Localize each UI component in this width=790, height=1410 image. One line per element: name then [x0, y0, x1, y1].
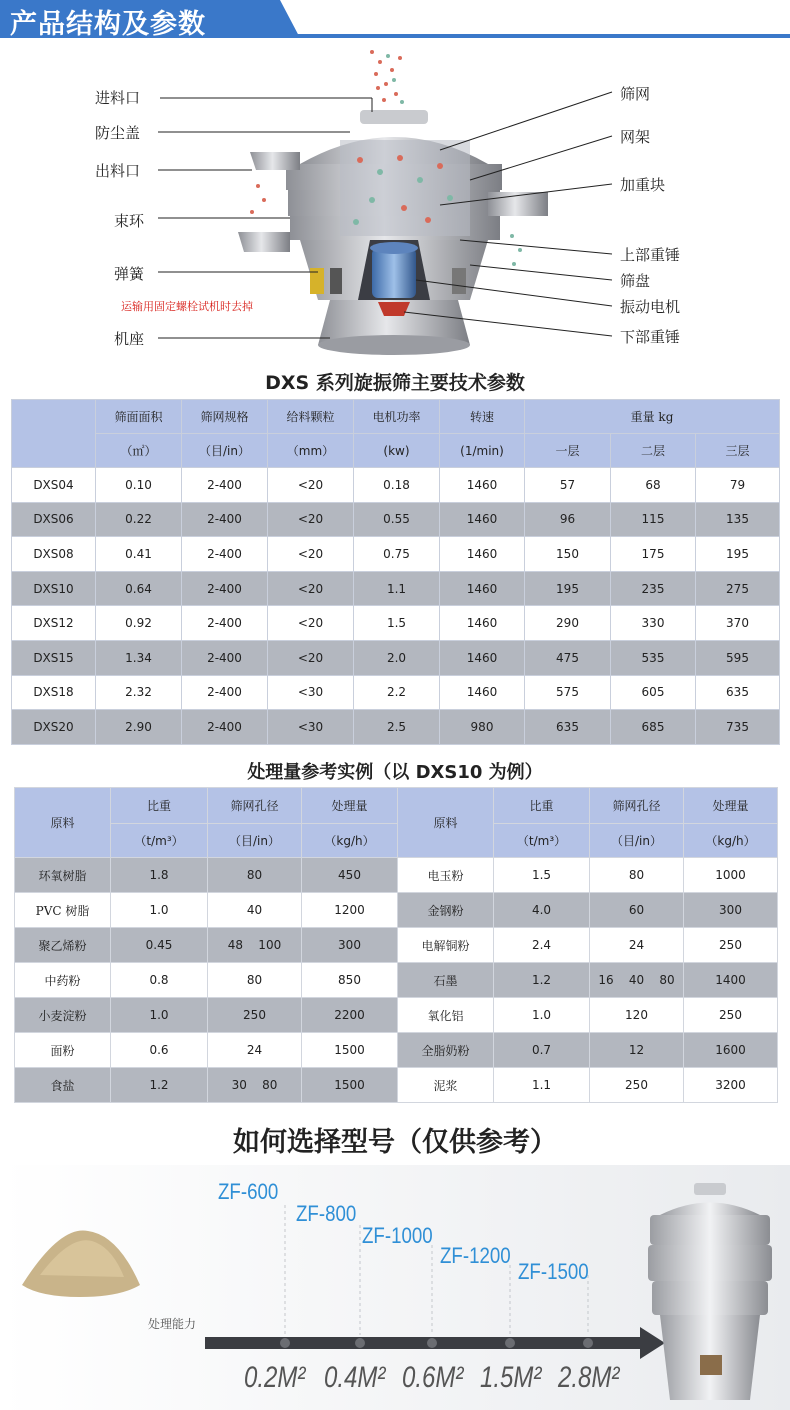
capacity-cell: 1.2: [111, 1068, 208, 1103]
capacity-material-cell: 面粉: [15, 1033, 111, 1068]
capacity-cell: 1.0: [494, 998, 590, 1033]
spec-cell: 235: [611, 571, 696, 606]
capacity-row: [15, 1033, 778, 1068]
capacity-material-cell: 小麦淀粉: [15, 998, 111, 1033]
capacity-material-cell: 金钢粉: [398, 893, 494, 928]
capacity-material-cell: 电玉粉: [398, 858, 494, 893]
capacity-cell: 1.5: [494, 858, 590, 893]
header-banner: [0, 0, 790, 38]
spec-cell: 1460: [440, 468, 525, 503]
spec-cell: 605: [611, 675, 696, 710]
spec-cell: 2-400: [182, 571, 268, 606]
spec-cell: 275: [696, 571, 780, 606]
spec-cell: 0.55: [354, 502, 440, 537]
capacity-cell: 1200: [302, 893, 398, 928]
spec-cell: 635: [525, 710, 611, 745]
capacity-material-cell: 聚乙烯粉: [15, 928, 111, 963]
label-lower-hammer: 下部重锤: [620, 328, 681, 346]
spec-cell: 2.2: [354, 675, 440, 710]
capacity-cell: 24: [590, 928, 684, 963]
spec-cell: 2-400: [182, 675, 268, 710]
spec-cell: 980: [440, 710, 525, 745]
capacity-cell: 1.2: [494, 963, 590, 998]
spec-unit: (1/min): [440, 434, 525, 468]
spec-unit: （mm）: [268, 434, 354, 468]
capacity-cell: 0.45: [111, 928, 208, 963]
capacity-cell: 1500: [302, 1033, 398, 1068]
label-base: 机座: [114, 330, 145, 348]
area-value: 0.4M²: [324, 1361, 386, 1394]
spec-cell: 0.10: [96, 468, 182, 503]
capacity-header-density: 比重: [111, 788, 208, 824]
capacity-cell: 1400: [684, 963, 778, 998]
capacity-header-throughput: 处理量: [684, 788, 778, 824]
spec-cell: 1460: [440, 537, 525, 572]
spec-cell: <20: [268, 537, 354, 572]
label-vibration-motor: 振动电机: [620, 298, 681, 316]
spec-unit: （㎡）: [96, 434, 182, 468]
spec-cell: 79: [696, 468, 780, 503]
capacity-cell: 120: [590, 998, 684, 1033]
capacity-material-cell: 石墨: [398, 963, 494, 998]
spec-row: [12, 502, 780, 537]
spec-cell: <20: [268, 502, 354, 537]
spec-cell: 2.5: [354, 710, 440, 745]
capacity-cell: 3200: [684, 1068, 778, 1103]
spec-header-corner: [12, 400, 96, 468]
spec-row: [12, 468, 780, 503]
spec-header-weight: 重量 kg: [525, 400, 780, 434]
spec-cell: 2.0: [354, 640, 440, 675]
inlet-particles: [370, 50, 402, 102]
spec-unit: 三层: [696, 434, 780, 468]
capacity-material-cell: 环氧树脂: [15, 858, 111, 893]
spec-model-cell: DXS10: [12, 571, 96, 606]
spec-cell: 330: [611, 606, 696, 641]
spec-cell: 1460: [440, 675, 525, 710]
model-zf-600: ZF-600: [218, 1179, 279, 1204]
capacity-cell: 300: [302, 928, 398, 963]
spec-cell: 575: [525, 675, 611, 710]
spec-cell: 2-400: [182, 640, 268, 675]
capacity-cell: 1500: [302, 1068, 398, 1103]
capacity-cell: 0.7: [494, 1033, 590, 1068]
spec-cell: 57: [525, 468, 611, 503]
spec-header-feed: 给料颗粒: [268, 400, 354, 434]
capacity-material-cell: 电解铜粉: [398, 928, 494, 963]
spec-cell: 0.41: [96, 537, 182, 572]
spec-cell: 1.1: [354, 571, 440, 606]
label-inlet: 进料口: [95, 89, 141, 107]
capacity-header-throughput: 处理量: [302, 788, 398, 824]
capacity-unit: （t/m³）: [111, 824, 208, 858]
model-zf-1500: ZF-1500: [518, 1259, 589, 1284]
model-select-title: 如何选择型号（仅供参考）: [233, 1127, 557, 1158]
spec-cell: 595: [696, 640, 780, 675]
capacity-unit: （kg/h）: [684, 824, 778, 858]
capacity-axis-label: 处理能力: [148, 1317, 197, 1331]
label-transport-note: 运输用固定螺栓试机时去掉: [121, 300, 253, 313]
capacity-cell: 80: [590, 858, 684, 893]
capacity-header-mesh: 筛网孔径: [208, 788, 302, 824]
label-weight-block: 加重块: [620, 176, 666, 194]
model-zf-1200: ZF-1200: [440, 1243, 511, 1268]
capacity-header-material: 原料: [15, 788, 111, 858]
capacity-row: [15, 928, 778, 963]
spec-cell: 115: [611, 502, 696, 537]
label-clamp-ring: 束环: [114, 212, 145, 230]
capacity-units-row: [15, 824, 778, 858]
capacity-row: [15, 1068, 778, 1103]
spec-cell: <30: [268, 710, 354, 745]
capacity-cell: 250: [208, 998, 302, 1033]
spec-cell: 0.18: [354, 468, 440, 503]
capacity-cell: 250: [684, 928, 778, 963]
spec-cell: <20: [268, 468, 354, 503]
capacity-row: [15, 893, 778, 928]
spec-model-cell: DXS15: [12, 640, 96, 675]
page-title: 产品结构及参数: [10, 9, 206, 40]
spec-header-mesh: 筛网规格: [182, 400, 268, 434]
spec-row: [12, 606, 780, 641]
capacity-cell: 1.0: [111, 893, 208, 928]
label-spring: 弹簧: [114, 265, 145, 283]
spec-model-cell: DXS04: [12, 468, 96, 503]
spec-cell: <20: [268, 640, 354, 675]
spec-cell: 0.22: [96, 502, 182, 537]
spec-cell: <30: [268, 675, 354, 710]
capacity-row: [15, 998, 778, 1033]
capacity-unit: （目/in）: [208, 824, 302, 858]
spec-header-area: 筛面面积: [96, 400, 182, 434]
spec-cell: 135: [696, 502, 780, 537]
capacity-cell: 250: [590, 1068, 684, 1103]
capacity-cell: 1.0: [111, 998, 208, 1033]
capacity-material-cell: 泥浆: [398, 1068, 494, 1103]
spec-cell: 1460: [440, 571, 525, 606]
capacity-cell: 2.4: [494, 928, 590, 963]
spec-cell: 0.75: [354, 537, 440, 572]
spec-cell: 2-400: [182, 710, 268, 745]
spec-cell: 2-400: [182, 502, 268, 537]
capacity-unit: （kg/h）: [302, 824, 398, 858]
spec-cell: 2-400: [182, 606, 268, 641]
spec-model-cell: DXS06: [12, 502, 96, 537]
spec-header-speed: 转速: [440, 400, 525, 434]
capacity-cell: 12: [590, 1033, 684, 1068]
capacity-cell: 30 80: [208, 1068, 302, 1103]
spec-cell: 195: [696, 537, 780, 572]
capacity-cell: 850: [302, 963, 398, 998]
capacity-header-row: [15, 788, 778, 824]
capacity-cell: 16 40 80: [590, 963, 684, 998]
spec-cell: 150: [525, 537, 611, 572]
spec-row: [12, 710, 780, 745]
capacity-cell: 80: [208, 963, 302, 998]
model-select-illustration: [0, 1165, 790, 1410]
capacity-cell: 48 100: [208, 928, 302, 963]
capacity-cell: 0.6: [111, 1033, 208, 1068]
spec-row: [12, 571, 780, 606]
model-zf-800: ZF-800: [296, 1201, 357, 1226]
spec-cell: 2-400: [182, 468, 268, 503]
spec-model-cell: DXS18: [12, 675, 96, 710]
spec-row: [12, 675, 780, 710]
label-mesh-frame: 网架: [620, 128, 651, 146]
area-value: 2.8M²: [558, 1361, 620, 1394]
spec-table: [11, 399, 780, 745]
capacity-header-mesh: 筛网孔径: [590, 788, 684, 824]
spec-cell: <20: [268, 571, 354, 606]
spec-cell: 635: [696, 675, 780, 710]
spec-cell: 290: [525, 606, 611, 641]
capacity-cell: 60: [590, 893, 684, 928]
label-outlet: 出料口: [95, 162, 141, 180]
label-screen-tray: 筛盘: [620, 272, 651, 290]
area-value: 0.6M²: [402, 1361, 464, 1394]
area-value: 0.2M²: [244, 1361, 306, 1394]
spec-row: [12, 537, 780, 572]
capacity-unit: （t/m³）: [494, 824, 590, 858]
spec-cell: 475: [525, 640, 611, 675]
spec-model-cell: DXS08: [12, 537, 96, 572]
spec-unit: 二层: [611, 434, 696, 468]
capacity-row: [15, 963, 778, 998]
capacity-cell: 1.8: [111, 858, 208, 893]
label-upper-hammer: 上部重锤: [620, 246, 681, 264]
spec-cell: 370: [696, 606, 780, 641]
capacity-cell: 450: [302, 858, 398, 893]
structure-diagram: [0, 40, 790, 360]
spec-unit: (kw): [354, 434, 440, 468]
model-select-graphic: [0, 1165, 790, 1410]
capacity-cell: 2200: [302, 998, 398, 1033]
spec-cell: 735: [696, 710, 780, 745]
spec-cell: 0.92: [96, 606, 182, 641]
capacity-material-cell: 全脂奶粉: [398, 1033, 494, 1068]
spec-cell: 68: [611, 468, 696, 503]
spec-cell: <20: [268, 606, 354, 641]
label-dust-cover: 防尘盖: [95, 124, 141, 142]
spec-row: [12, 640, 780, 675]
spec-cell: 535: [611, 640, 696, 675]
capacity-cell: 1600: [684, 1033, 778, 1068]
capacity-cell: 24: [208, 1033, 302, 1068]
sieve-machine-image: [648, 1183, 772, 1400]
spec-table-title: DXS 系列旋振筛主要技术参数: [265, 372, 525, 394]
spec-header-power: 电机功率: [354, 400, 440, 434]
spec-cell: 2-400: [182, 537, 268, 572]
spec-units-row: [12, 434, 780, 468]
capacity-material-cell: 中药粉: [15, 963, 111, 998]
label-screen-mesh: 筛网: [620, 85, 651, 103]
spec-model-cell: DXS12: [12, 606, 96, 641]
area-value: 1.5M²: [480, 1361, 542, 1394]
spec-model-cell: DXS20: [12, 710, 96, 745]
spec-cell: 1.34: [96, 640, 182, 675]
capacity-material-cell: 氧化铝: [398, 998, 494, 1033]
capacity-table: [14, 787, 778, 1103]
spec-cell: 1460: [440, 606, 525, 641]
capacity-cell: 4.0: [494, 893, 590, 928]
capacity-cell: 250: [684, 998, 778, 1033]
capacity-cell: 80: [208, 858, 302, 893]
spec-cell: 2.90: [96, 710, 182, 745]
spec-cell: 1460: [440, 502, 525, 537]
capacity-cell: 1000: [684, 858, 778, 893]
capacity-header-density: 比重: [494, 788, 590, 824]
capacity-unit: （目/in）: [590, 824, 684, 858]
capacity-table-title: 处理量参考实例（以 DXS10 为例）: [247, 762, 543, 783]
spec-cell: 0.64: [96, 571, 182, 606]
capacity-cell: 0.8: [111, 963, 208, 998]
capacity-cell: 1.1: [494, 1068, 590, 1103]
capacity-cell: 300: [684, 893, 778, 928]
spec-cell: 2.32: [96, 675, 182, 710]
capacity-header-material: 原料: [398, 788, 494, 858]
capacity-material-cell: 食盐: [15, 1068, 111, 1103]
model-zf-1000: ZF-1000: [362, 1223, 433, 1248]
spec-header-row: [12, 400, 780, 434]
capacity-cell: 40: [208, 893, 302, 928]
spec-cell: 96: [525, 502, 611, 537]
spec-cell: 175: [611, 537, 696, 572]
spec-cell: 195: [525, 571, 611, 606]
capacity-row: [15, 858, 778, 893]
spec-cell: 685: [611, 710, 696, 745]
spec-cell: 1.5: [354, 606, 440, 641]
spec-cell: 1460: [440, 640, 525, 675]
spec-unit: 一层: [525, 434, 611, 468]
capacity-material-cell: PVC 树脂: [15, 893, 111, 928]
spec-unit: （目/in）: [182, 434, 268, 468]
